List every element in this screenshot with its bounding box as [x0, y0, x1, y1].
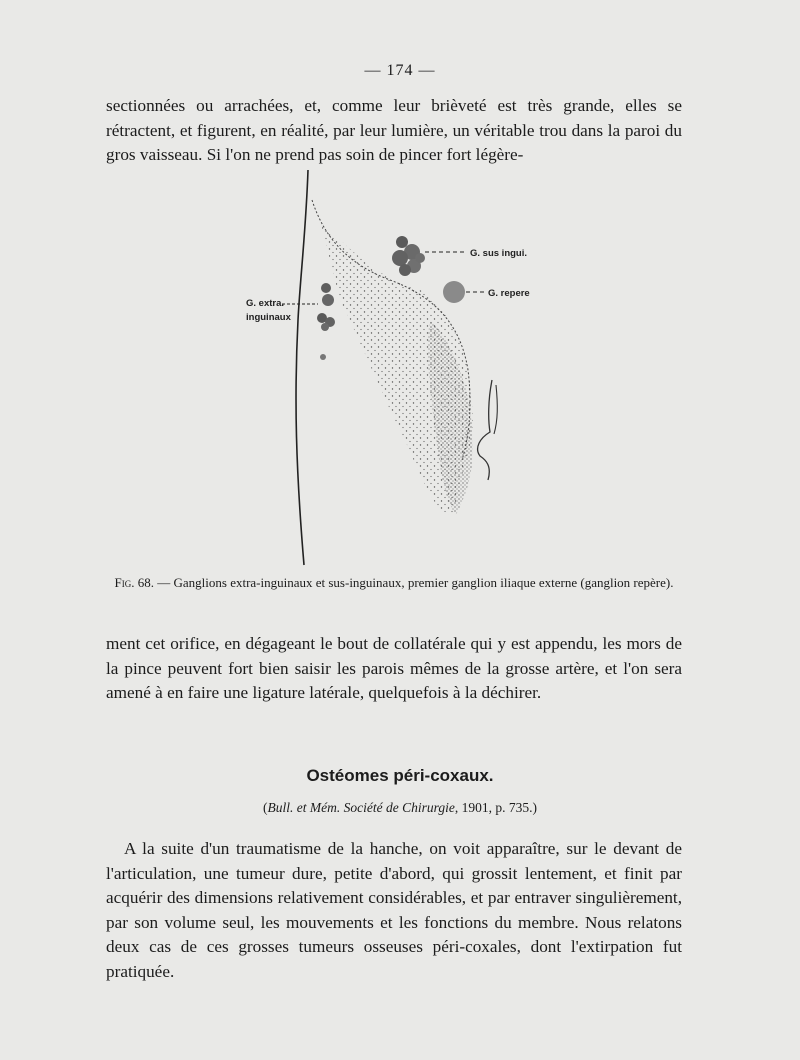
- paragraph-2: ment cet orifice, en dégageant le bout de collatérale qui y est appendu, les mors de la pince peuvent fort bien saisir les parois mêmes de la grosse artère, et l'on sera amené à en faire une ligature latérale, quelquefois à la déchirer.: [106, 634, 682, 702]
- ganglion-repere: [443, 281, 465, 303]
- source-journal: Bull. et Mém. Société de Chirurgie: [267, 800, 455, 815]
- figure-68: [230, 170, 560, 570]
- ganglion-sus-inguinal: [392, 236, 425, 276]
- caption-label: Fig. 68.: [114, 575, 154, 590]
- left-contour-line: [296, 170, 308, 565]
- paragraph-3: A la suite d'un traumatisme de la hanche, on voit apparaître, sur le devant de l'articulation, une tumeur dure, petite d'abord, qui grossit lentement, et finit par acquérir des dimensions relativement considérables, et par entraver singulièrement, par son volume seul, les mouvements et les fonctions du membre. Nous relatons deux cas de ces grosses tumeurs osseuses péri-coxales, dont l'extirpation fut pratiquée.: [106, 839, 682, 981]
- page-number: — 174 —: [364, 62, 436, 79]
- label-inguinaux: inguinaux: [246, 312, 291, 323]
- figure-caption: [106, 574, 682, 591]
- genital-outline-2: [494, 385, 497, 434]
- source-details: , 1901, p. 735.): [454, 800, 537, 815]
- caption-text: — Ganglions extra-inguinaux et sus-inguinaux, premier ganglion iliaque externe (ganglion repère).: [154, 575, 674, 590]
- paragraph-1: sectionnées ou arrachées, et, comme leur brièveté est très grande, elles se rétractent, et figurent, en réalité, par leur lumière, un véritable trou dans la paroi du gros vaisseau. Si l'on ne prend pas soin de pincer fort légère-: [106, 96, 682, 164]
- section-title: Ostéomes péri-coxaux.: [306, 766, 494, 785]
- label-extra: G. extra.: [246, 298, 285, 309]
- anatomical-illustration: [230, 170, 560, 570]
- source-open: (: [263, 800, 268, 815]
- ganglion-extra-inguinal: [317, 283, 335, 360]
- label-sus-inguinal: G. sus ingui.: [470, 248, 528, 259]
- source-reference: [0, 800, 800, 816]
- genital-outline: [478, 380, 492, 480]
- label-repere: G. repere: [488, 288, 530, 299]
